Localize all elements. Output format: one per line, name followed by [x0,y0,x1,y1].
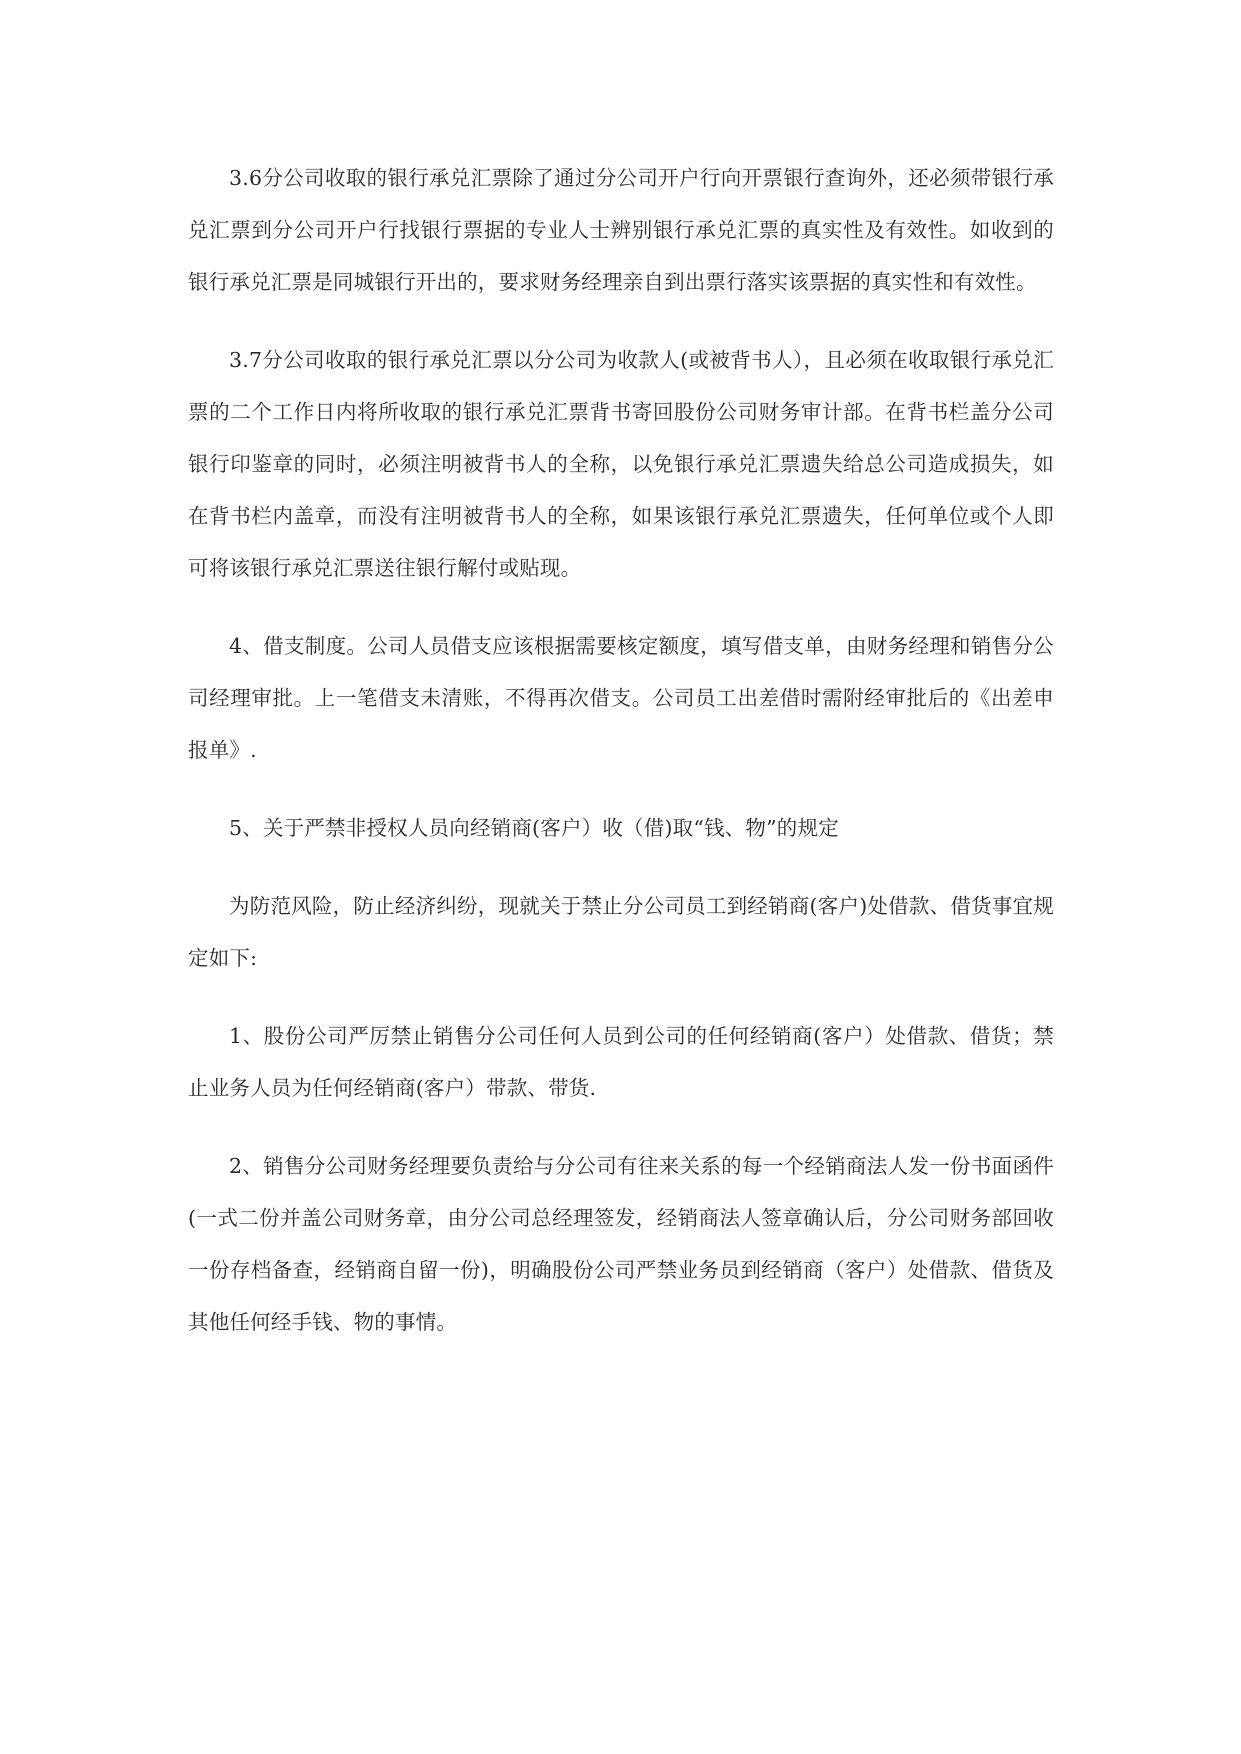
paragraph-rule-1: 1、股份公司严厉禁止销售分公司任何人员到公司的任何经销商(客户）处借款、借货；禁止业务人员为任何经销商(客户）带款、带货. [188,1024,1054,1100]
paragraph-3-6: 3.6分公司收取的银行承兑汇票除了通过分公司开户行向开票银行查询外，还必须带银行承兑汇票到分公司开户行找银行票据的专业人士辨别银行承兑汇票的真实性及有效性。如收到的银行承兑汇票是同城银行开出的，要求财务经理亲自到出票行落实该票据的真实性和有效性。 [188,166,1054,294]
paragraph-5-heading: 5、关于严禁非授权人员向经销商(客户）收（借)取“钱、物”的规定 [229,816,839,840]
paragraph-3-7: 3.7分公司收取的银行承兑汇票以分公司为收款人(或被背书人），且必须在收取银行承兑汇票的二个工作日内将所收取的银行承兑汇票背书寄回股份公司财务审计部。在背书栏盖分公司银行印鉴章的同时，必须注明被背书人的全称，以免银行承兑汇票遗失给总公司造成损失，如在背书栏内盖章，而没有注明被背书人的全称，如果该银行承兑汇票遗失，任何单位或个人即可将该银行承兑汇票送往银行解付或贴现。 [188,348,1054,580]
paragraph-rule-2: 2、销售分公司财务经理要负责给与分公司有往来关系的每一个经销商法人发一份书面函件(一式二份并盖公司财务章，由分公司总经理签发，经销商法人签章确认后，分公司财务部回收一份存档备查，经销商自留一份)，明确股份公司严禁业务员到经销商（客户）处借款、借货及其他任何经手钱、物的事情。 [188,1154,1054,1334]
paragraph-4-loan-policy: 4、借支制度。公司人员借支应该根据需要核定额度，填写借支单，由财务经理和销售分公司经理审批。上一笔借支未清账，不得再次借支。公司员工出差借时需附经审批后的《出差申报单》. [188,634,1054,762]
paragraph-intro: 为防范风险，防止经济纠纷，现就关于禁止分公司员工到经销商(客户)处借款、借货事宜规定如下: [188,894,1054,970]
document-body [188,152,1054,1374]
